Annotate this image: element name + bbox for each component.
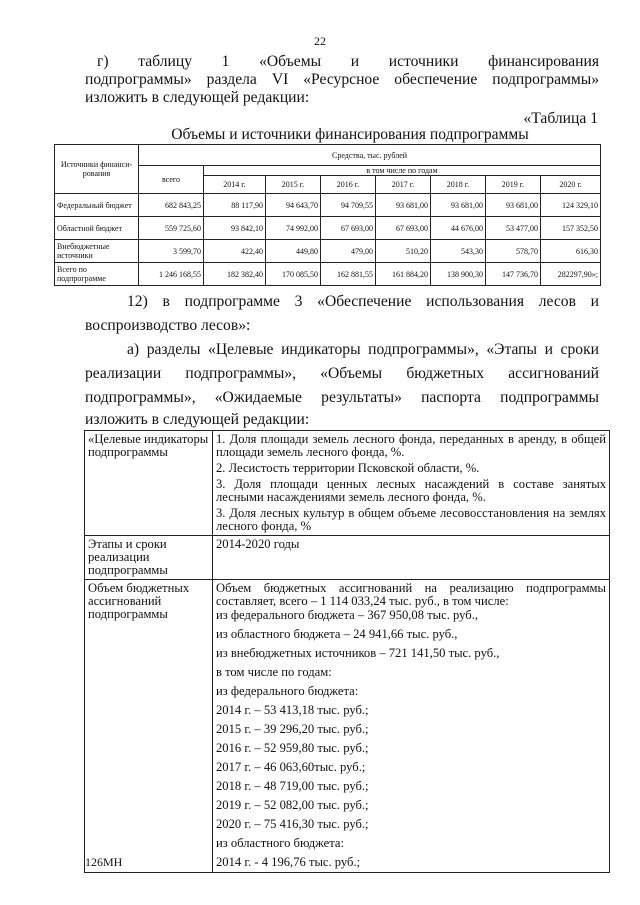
- volume-line: 2015 г. – 39 296,20 тыс. руб.;: [216, 722, 369, 736]
- volume-line: 2018 г. – 48 719,00 тыс. руб.;: [216, 779, 369, 793]
- table-row: [55, 263, 601, 286]
- table-row: [85, 431, 610, 536]
- para-a-line-4: изложить в следующей редакции:: [85, 411, 310, 428]
- row-value: 67 693,00: [321, 217, 376, 240]
- year-header: 2020 г.: [541, 176, 601, 194]
- row-source: Федеральный бюджет: [55, 194, 139, 217]
- table-row: [85, 580, 610, 873]
- col-by-year-header: в том числе по годам: [204, 166, 601, 176]
- year-header: 2018 г.: [431, 176, 486, 194]
- para-a-line-2: реализации подпрограммы», «Объемы бюджетных ассигнований: [85, 365, 599, 382]
- page-number: 22: [314, 34, 326, 48]
- row-value: 93 681,00: [431, 194, 486, 217]
- col-total-header: всего: [139, 166, 204, 194]
- year-header: 2016 г.: [321, 176, 376, 194]
- table-row: [55, 240, 601, 263]
- row-source: Внебюджетные источники: [55, 240, 139, 263]
- volume-line: 2020 г. – 75 416,30 тыс. руб.;: [216, 817, 369, 831]
- year-header: 2017 г.: [376, 176, 431, 194]
- table1-label: «Таблица 1: [523, 110, 598, 127]
- volume-cell: [213, 580, 610, 873]
- row-value: 449,80: [266, 240, 321, 263]
- row-value: 44 676,00: [431, 217, 486, 240]
- row-value: 422,40: [204, 240, 266, 263]
- row-value: 162 881,55: [321, 263, 376, 286]
- row-value: 93 842,10: [204, 217, 266, 240]
- indicator-item: 1. Доля площади земель лесного фонда, переданных в аренду, в общей площади земель лесного фонда, %.: [216, 432, 606, 459]
- row-value: 88 117,90: [204, 194, 266, 217]
- row-total: 3 599,70: [139, 240, 204, 263]
- indicator-item: 2. Лесистость территории Псковской области, %.: [216, 461, 480, 475]
- row-value: 543,30: [431, 240, 486, 263]
- financing-table: [54, 144, 601, 286]
- volume-line: 2016 г. – 52 959,80 тыс. руб.;: [216, 741, 369, 755]
- indicators-label: «Целевые индикаторы подпрограммы: [85, 431, 213, 536]
- row-value: 147 736,70: [486, 263, 541, 286]
- para12-line-2: воспроизводство лесов»:: [85, 317, 251, 334]
- volume-line: из областного бюджета:: [216, 836, 345, 850]
- volume-line: из федерального бюджета – 367 950,08 тыс. руб.,: [216, 608, 478, 622]
- volume-line: из внебюджетных источников – 721 141,50 тыс. руб.,: [216, 646, 500, 660]
- volume-label: Объем бюджетных ассигнований подпрограммы: [85, 580, 213, 873]
- col-funds-header: Средства, тыс. рублей: [139, 145, 601, 166]
- stages-label: Этапы и сроки реализации подпрограммы: [85, 536, 213, 580]
- footer-code: 126МН: [85, 855, 123, 869]
- indicators-cell: [213, 431, 610, 536]
- row-value: 578,70: [486, 240, 541, 263]
- year-header: 2014 г.: [204, 176, 266, 194]
- year-header: 2015 г.: [266, 176, 321, 194]
- passport-table: [84, 430, 610, 873]
- row-value: 53 477,00: [486, 217, 541, 240]
- row-total: 1 246 168,55: [139, 263, 204, 286]
- row-value: 170 085,50: [266, 263, 321, 286]
- volume-line: 2014 г. – 53 413,18 тыс. руб.;: [216, 703, 369, 717]
- table-row: [85, 536, 610, 580]
- volume-line: из областного бюджета – 24 941,66 тыс. руб.,: [216, 627, 458, 641]
- row-value: 67 693,00: [376, 217, 431, 240]
- row-value: 161 884,20: [376, 263, 431, 286]
- row-value: 479,00: [321, 240, 376, 263]
- table-row: [55, 217, 601, 240]
- table-row: [55, 194, 601, 217]
- indicator-item: 3. Доля лесных культур в общем объеме лесовосстановления на землях лесного фонда, %: [216, 506, 606, 533]
- volume-line: из федерального бюджета:: [216, 684, 359, 698]
- volume-line: 2019 г. – 52 082,00 тыс. руб.;: [216, 798, 369, 812]
- indicator-item: 3. Доля площади ценных лесных насаждений в составе занятых лесными насаждениями земель лесного фонда, %.: [216, 477, 606, 504]
- row-value: 94 643,70: [266, 194, 321, 217]
- row-source: Всего по подпрограмме: [55, 263, 139, 286]
- intro-line-2: подпрограммы» раздела VI «Ресурсное обеспечение подпрограммы»: [85, 71, 599, 88]
- row-value: 616,30: [541, 240, 601, 263]
- volume-line: 2017 г. – 46 063,60тыс. руб.;: [216, 760, 366, 774]
- row-value: 510,20: [376, 240, 431, 263]
- volume-line: 2014 г. - 4 196,76 тыс. руб.;: [216, 855, 361, 869]
- row-value: 138 900,30: [431, 263, 486, 286]
- row-value: 74 992,00: [266, 217, 321, 240]
- row-value: 93 681,00: [376, 194, 431, 217]
- row-value: 157 352,50: [541, 217, 601, 240]
- row-source: Областной бюджет: [55, 217, 139, 240]
- intro-line-3: изложить в следующей редакции:: [85, 89, 310, 106]
- year-header: 2019 г.: [486, 176, 541, 194]
- row-value: 124 329,10: [541, 194, 601, 217]
- stages-value: 2014-2020 годы: [213, 536, 610, 580]
- para12-line-1: 12) в подпрограмме 3 «Обеспечение использования лесов и: [127, 293, 599, 310]
- table1-title: Объемы и источники финансирования подпрограммы: [171, 126, 529, 143]
- row-value: 93 681,00: [486, 194, 541, 217]
- para-a-line-3: подпрограммы», «Ожидаемые результаты» паспорта подпрограммы: [85, 389, 599, 406]
- intro-line-1: г) таблицу 1 «Объемы и источники финансирования: [97, 53, 599, 70]
- row-value: 282297,90»;: [541, 263, 601, 286]
- row-value: 182 382,40: [204, 263, 266, 286]
- col-source-header: Источники финанси-рования: [55, 145, 139, 194]
- row-total: 559 725,60: [139, 217, 204, 240]
- volume-intro: Объем бюджетных ассигнований на реализацию подпрограммы составляет, всего – 1 114 033,24 тыс. руб., в том числе:: [216, 581, 606, 608]
- para-a-line-1: а) разделы «Целевые индикаторы подпрограммы», «Этапы и сроки: [127, 341, 599, 358]
- volume-line: в том числе по годам:: [216, 665, 332, 679]
- row-value: 94 709,55: [321, 194, 376, 217]
- row-total: 682 843,25: [139, 194, 204, 217]
